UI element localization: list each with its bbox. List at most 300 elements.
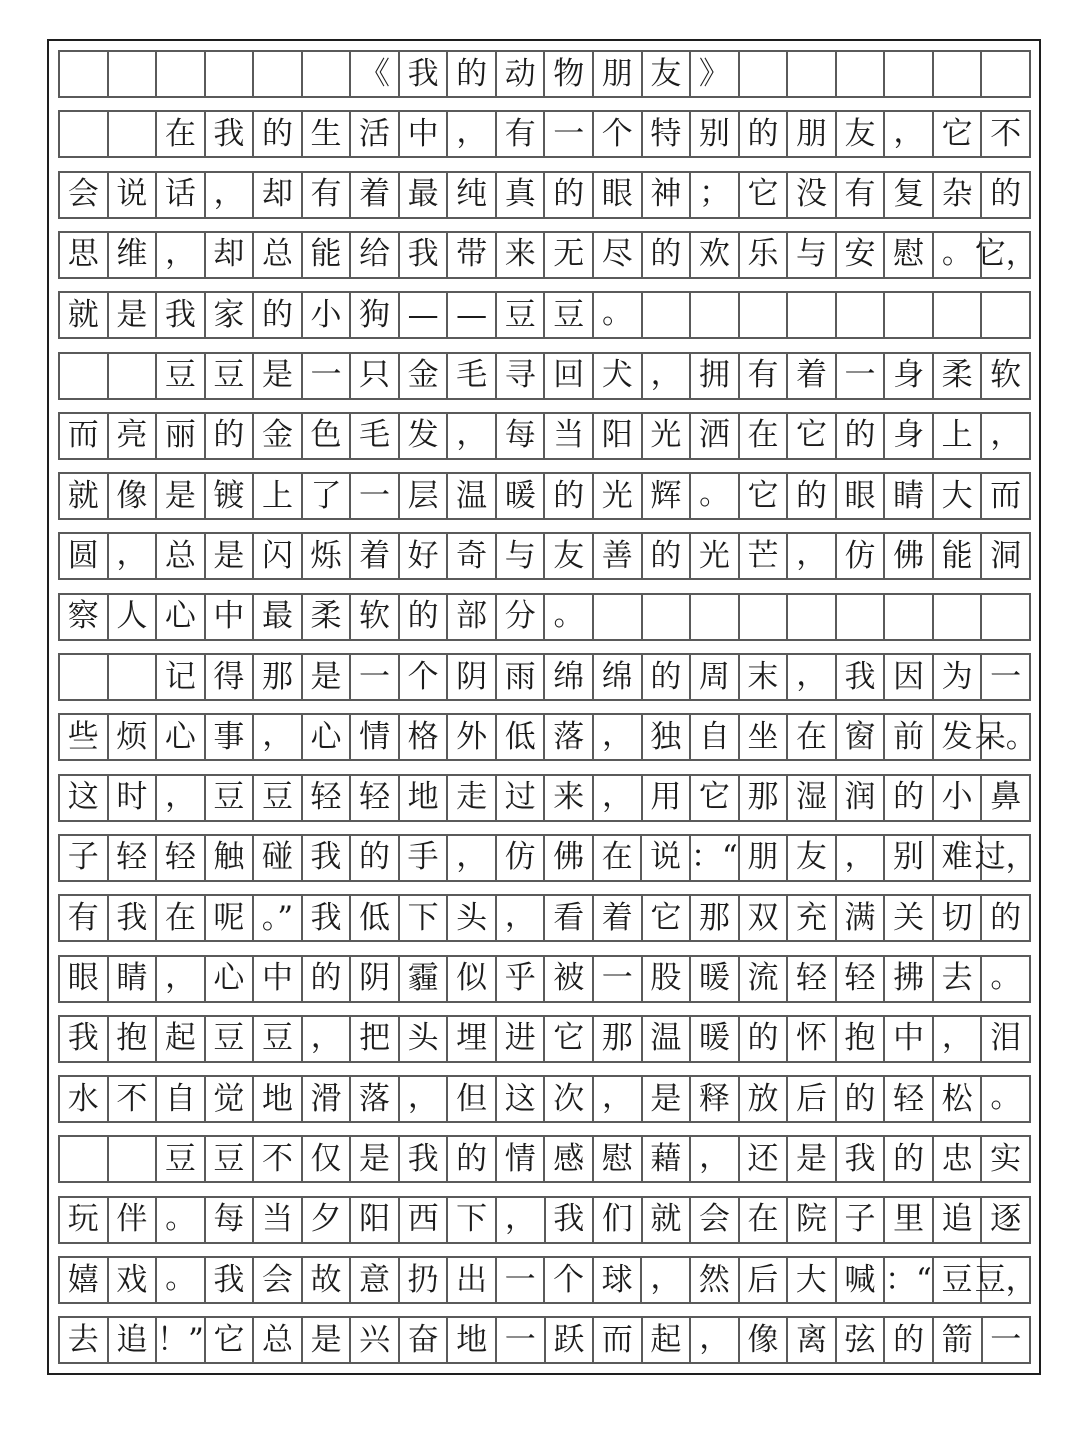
- grid-cell: [60, 354, 109, 398]
- grid-cell: [885, 52, 934, 96]
- grid-cell: 我: [400, 1137, 449, 1181]
- grid-row: [58, 955, 1031, 1003]
- grid-cell: 那: [594, 1017, 643, 1061]
- grid-cell: 夕: [303, 1198, 352, 1242]
- grid-cell: 朋: [740, 836, 789, 880]
- grid-cell: 像: [740, 1318, 789, 1362]
- grid-cell: ，: [643, 354, 692, 398]
- grid-cell: ，: [642, 1258, 691, 1302]
- grid-row: [58, 653, 1031, 701]
- grid-cell: 会: [60, 173, 109, 217]
- grid-row: [58, 532, 1031, 580]
- grid-cell: 股: [643, 957, 692, 1001]
- grid-cell: 豆: [254, 776, 303, 820]
- grid-cell: 在: [157, 896, 206, 940]
- grid-cell: 只: [351, 354, 400, 398]
- grid-cell: 最: [254, 595, 303, 639]
- grid-cell: 雨: [497, 655, 546, 699]
- grid-cell: 着: [594, 896, 643, 940]
- grid-cell: 满: [837, 896, 886, 940]
- grid-cell: [109, 354, 158, 398]
- grid-cell: [254, 52, 303, 96]
- grid-cell: 地: [400, 776, 449, 820]
- grid-cell: 的: [885, 1137, 934, 1181]
- grid-cell: 了: [303, 474, 352, 518]
- grid-cell: 怀: [788, 1017, 837, 1061]
- grid-cell: 我: [837, 655, 886, 699]
- grid-cell: 烦: [109, 715, 158, 759]
- grid-cell: 外: [448, 715, 497, 759]
- grid-cell: 走: [448, 776, 497, 820]
- grid-cell: 豆，: [982, 1258, 1031, 1302]
- grid-cell: 的: [788, 474, 837, 518]
- grid-cell: 我: [109, 896, 158, 940]
- grid-row: [58, 1256, 1037, 1304]
- grid-cell: 有: [497, 112, 546, 156]
- grid-cell: 寻: [497, 354, 546, 398]
- grid-cell: 豆: [545, 293, 594, 337]
- grid-cell: 子: [837, 1198, 886, 1242]
- grid-cell: 来: [545, 776, 594, 820]
- grid-cell: 乎: [497, 957, 546, 1001]
- grid-cell: 豆: [206, 1137, 255, 1181]
- grid-cell: 金: [254, 414, 303, 458]
- grid-cell: 家: [206, 293, 255, 337]
- grid-cell: 触: [206, 836, 255, 880]
- grid-cell: 就: [60, 293, 109, 337]
- grid-cell: 豆: [497, 293, 546, 337]
- grid-cell: 忠: [934, 1137, 983, 1181]
- grid-cell: 的: [740, 1017, 789, 1061]
- grid-cell: 的: [254, 293, 303, 337]
- grid-row: [58, 713, 1037, 761]
- grid-cell: 中: [206, 595, 255, 639]
- grid-cell: 情: [351, 715, 400, 759]
- grid-cell: 我: [60, 1017, 109, 1061]
- grid-cell: 我: [546, 1198, 595, 1242]
- grid-cell: 带: [448, 233, 497, 277]
- grid-cell: 佛: [885, 534, 934, 578]
- grid-cell: 润: [837, 776, 886, 820]
- grid-cell: 阴: [448, 655, 497, 699]
- grid-cell: 朋: [594, 52, 643, 96]
- grid-cell: 起: [157, 1017, 206, 1061]
- grid-cell: [788, 293, 837, 337]
- grid-cell: 它: [691, 776, 740, 820]
- grid-cell: 过，: [982, 836, 1031, 880]
- grid-cell: ，: [788, 534, 837, 578]
- grid-cell: 善: [594, 534, 643, 578]
- grid-cell: 里: [885, 1198, 934, 1242]
- grid-cell: 格: [400, 715, 449, 759]
- grid-cell: 特: [643, 112, 692, 156]
- grid-cell: ，: [594, 1077, 643, 1121]
- grid-cell: 戏: [109, 1258, 158, 1302]
- grid-cell: 呢: [206, 896, 255, 940]
- grid-cell: 喊: [837, 1258, 886, 1302]
- grid-cell: 它，: [982, 233, 1031, 277]
- grid-cell: 犬: [594, 354, 643, 398]
- grid-cell: 是: [788, 1137, 837, 1181]
- grid-cell: 神: [643, 173, 692, 217]
- grid-cell: 被: [545, 957, 594, 1001]
- grid-cell: 放: [740, 1077, 789, 1121]
- grid-cell: 而: [594, 1318, 643, 1362]
- grid-cell: [788, 52, 837, 96]
- grid-cell: 阴: [351, 957, 400, 1001]
- grid-cell: 事: [206, 715, 255, 759]
- grid-cell: [934, 52, 983, 96]
- grid-cell: [934, 293, 983, 337]
- grid-cell: 总: [254, 233, 303, 277]
- grid-row: [58, 1075, 1031, 1123]
- grid-cell: 豆: [157, 354, 206, 398]
- grid-cell: 在: [157, 112, 206, 156]
- grid-cell: 光: [691, 534, 740, 578]
- grid-cell: 那: [254, 655, 303, 699]
- grid-cell: 的: [400, 595, 449, 639]
- grid-cell: 《: [351, 52, 400, 96]
- grid-cell: 坐: [740, 715, 789, 759]
- grid-cell: ，: [303, 1017, 352, 1061]
- grid-cell: 还: [740, 1137, 789, 1181]
- grid-cell: 不: [109, 1077, 158, 1121]
- grid-cell: 杂: [934, 173, 983, 217]
- grid-cell: 心: [157, 595, 206, 639]
- grid-cell: 落: [351, 1077, 400, 1121]
- grid-cell: 慰: [885, 233, 934, 277]
- grid-cell: 地: [254, 1077, 303, 1121]
- grid-row: [58, 1316, 1031, 1364]
- grid-cell: 我: [303, 896, 352, 940]
- grid-cell: 有: [303, 173, 352, 217]
- grid-cell: 切: [934, 896, 983, 940]
- grid-cell: [691, 293, 740, 337]
- grid-cell: 睛: [885, 474, 934, 518]
- grid-cell: 它: [740, 474, 789, 518]
- grid-cell: 感: [545, 1137, 594, 1181]
- grid-cell: 大: [788, 1258, 837, 1302]
- grid-cell: 当: [545, 414, 594, 458]
- grid-row: [58, 894, 1031, 942]
- grid-cell: 水: [60, 1077, 109, 1121]
- grid-cell: 一: [497, 1258, 546, 1302]
- grid-cell: 慰: [594, 1137, 643, 1181]
- grid-cell: 着: [351, 534, 400, 578]
- grid-cell: 有: [837, 173, 886, 217]
- grid-cell: 是: [351, 1137, 400, 1181]
- grid-cell: 一: [594, 957, 643, 1001]
- grid-cell: 的: [545, 173, 594, 217]
- grid-cell: 鼻: [982, 776, 1031, 820]
- grid-cell: 它: [934, 112, 983, 156]
- grid-cell: ，: [157, 776, 206, 820]
- grid-cell: 不: [982, 112, 1031, 156]
- grid-cell: 拥: [691, 354, 740, 398]
- grid-cell: 有: [60, 896, 109, 940]
- grid-cell: [109, 655, 158, 699]
- grid-cell: 的: [643, 534, 692, 578]
- grid-cell: 后: [788, 1077, 837, 1121]
- grid-cell: [740, 595, 789, 639]
- grid-cell: 绵: [545, 655, 594, 699]
- grid-cell: 心: [303, 715, 352, 759]
- grid-cell: 而: [982, 474, 1031, 518]
- grid-cell: 每: [497, 414, 546, 458]
- grid-cell: 思: [60, 233, 109, 277]
- grid-cell: 一: [351, 655, 400, 699]
- grid-cell: [60, 52, 109, 96]
- grid-cell: 抱: [109, 1017, 158, 1061]
- grid-cell: 这: [497, 1077, 546, 1121]
- grid-cell: 真: [497, 173, 546, 217]
- grid-cell: 低: [351, 896, 400, 940]
- grid-cell: [594, 595, 643, 639]
- grid-cell: 是: [643, 1077, 692, 1121]
- grid-cell: ，: [157, 957, 206, 1001]
- grid-cell: 却: [254, 173, 303, 217]
- grid-cell: 佛: [545, 836, 594, 880]
- grid-cell: 像: [109, 474, 158, 518]
- grid-cell: [303, 52, 352, 96]
- grid-cell: ，: [982, 414, 1031, 458]
- grid-cell: 。: [982, 957, 1031, 1001]
- grid-cell: 在: [740, 1198, 789, 1242]
- grid-cell: 落: [545, 715, 594, 759]
- grid-cell: 的: [885, 1318, 934, 1362]
- grid-cell: 的: [837, 1077, 886, 1121]
- grid-cell: 心: [157, 715, 206, 759]
- grid-cell: 前: [885, 715, 934, 759]
- grid-cell: 的: [982, 896, 1031, 940]
- grid-cell: 意: [351, 1258, 400, 1302]
- grid-cell: 它: [643, 896, 692, 940]
- grid-cell: 的: [740, 112, 789, 156]
- grid-cell: 的: [206, 414, 255, 458]
- grid-cell: 小: [303, 293, 352, 337]
- grid-cell: 院: [788, 1198, 837, 1242]
- grid-cell: 友: [545, 534, 594, 578]
- grid-cell: 动: [497, 52, 546, 96]
- grid-cell: 无: [545, 233, 594, 277]
- grid-cell: 独: [643, 715, 692, 759]
- grid-cell: 仿: [497, 836, 546, 880]
- grid-cell: 回: [545, 354, 594, 398]
- grid-cell: 丽: [157, 414, 206, 458]
- grid-cell: ，: [691, 1318, 740, 1362]
- grid-cell: 那: [740, 776, 789, 820]
- grid-cell: 球: [594, 1258, 643, 1302]
- grid-row: [58, 1196, 1031, 1244]
- grid-cell: 而: [60, 414, 109, 458]
- grid-cell: 眼: [594, 173, 643, 217]
- grid-cell: 色: [303, 414, 352, 458]
- grid-cell: 不: [254, 1137, 303, 1181]
- grid-cell: 它: [740, 173, 789, 217]
- grid-cell: 中: [885, 1017, 934, 1061]
- grid-cell: 别: [691, 112, 740, 156]
- grid-cell: 与: [788, 233, 837, 277]
- grid-cell: 追: [934, 1198, 983, 1242]
- grid-cell: ，: [594, 776, 643, 820]
- grid-cell: ，: [448, 414, 497, 458]
- grid-cell: 发: [400, 414, 449, 458]
- grid-cell: 是: [206, 534, 255, 578]
- grid-cell: [740, 52, 789, 96]
- grid-cell: 芒: [740, 534, 789, 578]
- grid-cell: 给: [351, 233, 400, 277]
- grid-cell: 友: [643, 52, 692, 96]
- grid-cell: 去: [60, 1318, 109, 1362]
- grid-cell: 轻: [788, 957, 837, 1001]
- grid-cell: 的: [545, 474, 594, 518]
- grid-cell: [60, 655, 109, 699]
- grid-cell: 起: [643, 1318, 692, 1362]
- grid-cell: 小: [934, 776, 983, 820]
- grid-cell: [982, 595, 1031, 639]
- grid-cell: 一: [303, 354, 352, 398]
- grid-cell: 纯: [448, 173, 497, 217]
- grid-cell: [837, 595, 886, 639]
- grid-cell: 进: [497, 1017, 546, 1061]
- grid-cell: 是: [303, 1318, 352, 1362]
- grid-cell: 次: [545, 1077, 594, 1121]
- grid-cell: 一: [351, 474, 400, 518]
- grid-cell: 温: [643, 1017, 692, 1061]
- grid-cell: 把: [351, 1017, 400, 1061]
- grid-row: [58, 774, 1031, 822]
- grid-cell: 跃: [546, 1318, 595, 1362]
- grid-cell: 去: [934, 957, 983, 1001]
- grid-cell: 与: [497, 534, 546, 578]
- grid-cell: 它: [788, 414, 837, 458]
- grid-cell: 追: [109, 1318, 158, 1362]
- grid-cell: 眼: [60, 957, 109, 1001]
- grid-cell: 实: [982, 1137, 1031, 1181]
- grid-cell: [60, 112, 109, 156]
- grid-cell: 温: [448, 474, 497, 518]
- grid-cell: 豆: [206, 354, 255, 398]
- grid-cell: 泪: [982, 1017, 1031, 1061]
- grid-cell: 察: [60, 595, 109, 639]
- grid-cell: 暖: [691, 1017, 740, 1061]
- grid-cell: 心: [206, 957, 255, 1001]
- grid-cell: 的: [982, 173, 1031, 217]
- grid-row: [58, 1015, 1031, 1063]
- grid-cell: 双: [740, 896, 789, 940]
- grid-cell: 们: [594, 1198, 643, 1242]
- grid-cell: 安: [837, 233, 886, 277]
- grid-cell: 扔: [400, 1258, 449, 1302]
- grid-cell: 充: [788, 896, 837, 940]
- grid-cell: 朋: [788, 112, 837, 156]
- grid-cell: 仿: [837, 534, 886, 578]
- grid-cell: 松: [934, 1077, 983, 1121]
- grid-cell: 似: [448, 957, 497, 1001]
- grid-cell: 个: [545, 1258, 594, 1302]
- grid-cell: 亮: [109, 414, 158, 458]
- grid-cell: 轻: [885, 1077, 934, 1121]
- grid-cell: 友: [788, 836, 837, 880]
- grid-cell: 豆: [934, 1258, 983, 1302]
- grid-cell: 。: [934, 233, 983, 277]
- grid-cell: ；: [691, 173, 740, 217]
- grid-cell: 个: [400, 655, 449, 699]
- grid-cell: 自: [157, 1077, 206, 1121]
- grid-cell: 豆: [206, 776, 255, 820]
- grid-cell: 来: [497, 233, 546, 277]
- grid-cell: 玩: [60, 1198, 109, 1242]
- grid-cell: 是: [109, 293, 158, 337]
- grid-cell: 在: [788, 715, 837, 759]
- grid-cell: 一: [545, 112, 594, 156]
- grid-cell: ：“: [885, 1258, 934, 1302]
- grid-cell: [934, 595, 983, 639]
- grid-cell: 兴: [351, 1318, 400, 1362]
- grid-cell: 离: [788, 1318, 837, 1362]
- grid-cell: 为: [934, 655, 983, 699]
- grid-cell: 头: [448, 896, 497, 940]
- grid-row: [58, 171, 1031, 219]
- grid-cell: 狗: [351, 293, 400, 337]
- grid-cell: ！”: [157, 1318, 206, 1362]
- grid-cell: 在: [594, 836, 643, 880]
- grid-cell: 维: [109, 233, 158, 277]
- grid-cell: 的: [643, 233, 692, 277]
- grid-cell: [60, 1137, 109, 1181]
- grid-cell: 好: [400, 534, 449, 578]
- grid-cell: 欢: [691, 233, 740, 277]
- grid-cell: 难: [934, 836, 983, 880]
- grid-cell: 下: [448, 1198, 497, 1242]
- grid-cell: 就: [643, 1198, 692, 1242]
- grid-cell: 镀: [206, 474, 255, 518]
- grid-cell: 埋: [448, 1017, 497, 1061]
- grid-cell: 在: [740, 414, 789, 458]
- grid-cell: 伴: [109, 1198, 158, 1242]
- grid-cell: 轻: [157, 836, 206, 880]
- grid-cell: 轻: [303, 776, 352, 820]
- grid-cell: 有: [740, 354, 789, 398]
- grid-cell: [885, 293, 934, 337]
- grid-cell: 烁: [303, 534, 352, 578]
- grid-cell: 末: [740, 655, 789, 699]
- grid-cell: 软: [982, 354, 1031, 398]
- grid-cell: ，: [885, 112, 934, 156]
- grid-cell: 。: [157, 1198, 206, 1242]
- grid-cell: 绵: [594, 655, 643, 699]
- grid-cell: 发: [934, 715, 983, 759]
- grid-cell: 用: [643, 776, 692, 820]
- grid-cell: 会: [254, 1258, 303, 1302]
- grid-cell: 暖: [691, 957, 740, 1001]
- grid-cell: ，: [448, 112, 497, 156]
- grid-cell: 轻: [109, 836, 158, 880]
- grid-cell: ，: [788, 655, 837, 699]
- grid-cell: 情: [497, 1137, 546, 1181]
- grid-cell: 。: [982, 1077, 1031, 1121]
- grid-cell: 洞: [982, 534, 1031, 578]
- grid-cell: 复: [885, 173, 934, 217]
- grid-cell: 。: [157, 1258, 206, 1302]
- grid-cell: 上: [254, 474, 303, 518]
- grid-cell: 话: [157, 173, 206, 217]
- grid-cell: 中: [400, 112, 449, 156]
- grid-cell: 总: [254, 1318, 303, 1362]
- grid-cell: 子: [60, 836, 109, 880]
- grid-cell: [109, 52, 158, 96]
- grid-cell: 轻: [351, 776, 400, 820]
